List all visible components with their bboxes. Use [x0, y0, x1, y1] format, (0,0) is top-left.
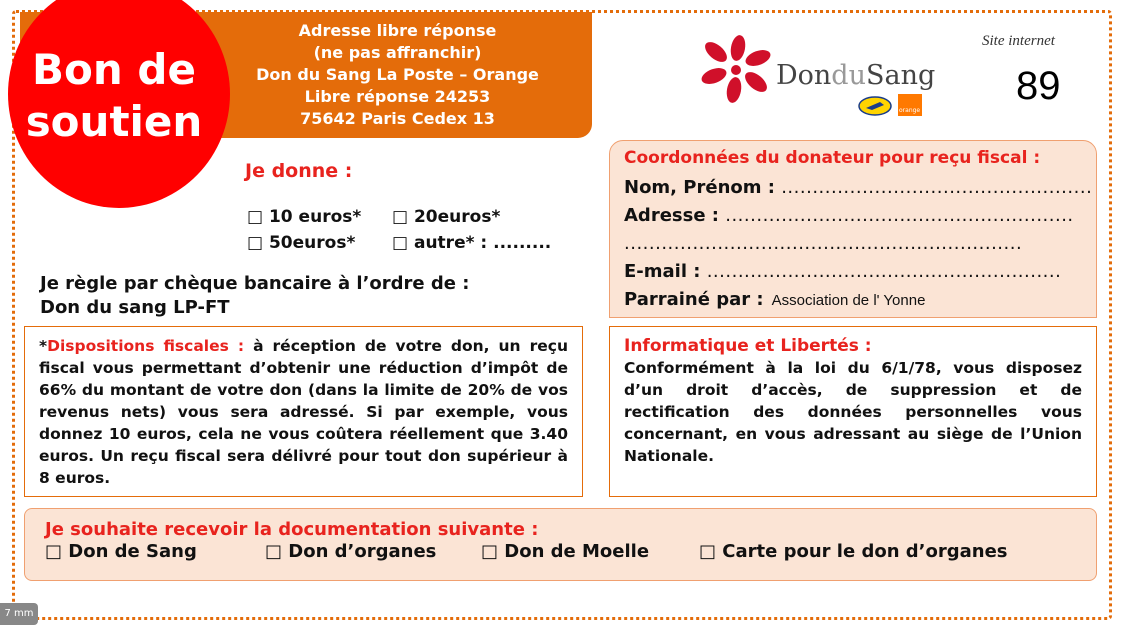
email-field[interactable]	[624, 261, 1061, 282]
zoom-badge: 7 mm	[0, 603, 38, 625]
orange-label: orange	[899, 107, 921, 114]
address-dots-line2: ................................................................	[624, 233, 1023, 254]
brand-du: du	[831, 60, 866, 91]
address-line: Don du Sang La Poste – Orange	[256, 65, 539, 84]
address-label: Adresse :	[624, 205, 720, 226]
name-label: Nom, Prénom :	[624, 177, 775, 198]
referrer-label: Parrainé par :	[624, 289, 764, 310]
doc-option-blood[interactable]: □ Don de Sang	[45, 541, 197, 562]
dondusang-logo	[698, 30, 948, 120]
tax-provisions-panel	[24, 326, 583, 497]
donation-option-10[interactable]: □ 10 euros*	[247, 207, 362, 227]
orange-icon	[898, 94, 922, 116]
site-label: Site internet	[982, 33, 1055, 49]
address-line: Libre réponse 24253	[304, 87, 491, 106]
email-dots: .........................................................	[700, 261, 1062, 282]
address-dots: ........................................................	[719, 205, 1074, 226]
address-line: (ne pas affranchir)	[313, 43, 482, 62]
donation-option-other[interactable]: □ autre* : .........	[392, 233, 552, 253]
site-number: 89	[1016, 64, 1061, 108]
privacy-title: Informatique et Libertés :	[624, 336, 872, 356]
payment-line1: Je règle par chèque bancaire à l’ordre de :	[40, 273, 470, 294]
blood-drop-flower-icon	[698, 30, 778, 110]
form-title-line1: Bon de	[32, 45, 196, 94]
form-title	[8, 44, 220, 148]
donation-option-20[interactable]: □ 20euros*	[392, 207, 501, 227]
tax-text: à réception de votre don, un reçu fiscal vous permettant d’obtenir une réduction d’impôt de 66% du montant de votre don (dans la limite de 20% de vos revenus nets) vous sera adressé. Si par exemple, vous donnez 10 euros, cela ne vous coûtera réellement que 3.40 euros. Un reçu fiscal sera délivré pour tout don supérieur à 8 euros.	[39, 337, 568, 487]
documentation-title: Je souhaite recevoir la documentation suivante :	[45, 519, 539, 540]
brand-don: Don	[776, 60, 832, 91]
form-title-line2: soutien	[25, 97, 203, 146]
donation-option-50[interactable]: □ 50euros*	[247, 233, 356, 253]
address-line: Adresse libre réponse	[298, 21, 497, 40]
payment-instructions	[40, 272, 469, 320]
referrer-field[interactable]	[624, 289, 925, 310]
donor-details-panel	[609, 140, 1097, 318]
privacy-panel	[609, 326, 1097, 497]
privacy-text: Conformément à la loi du 6/1/78, vous disposez d’un droit d’accès, de suppression et de rectification des données personnelles vous concernant, en vous adressant au siège de l’Union Nationale.	[624, 359, 1082, 465]
doc-option-organs[interactable]: □ Don d’organes	[265, 541, 437, 562]
donor-title: Coordonnées du donateur pour reçu fiscal :	[624, 148, 1041, 168]
la-poste-icon	[858, 96, 892, 116]
address-field-line2[interactable]	[624, 233, 1022, 254]
payment-line2: Don du sang LP-FT	[40, 297, 230, 318]
brand-sang: Sang	[865, 60, 936, 91]
donation-heading: Je donne :	[245, 160, 353, 182]
referrer-value: Association de l' Yonne	[771, 292, 926, 309]
email-label: E-mail :	[624, 261, 701, 282]
name-dots: ..................................................	[774, 177, 1093, 198]
address-line: 75642 Paris Cedex 13	[300, 109, 495, 128]
name-field[interactable]	[624, 177, 1092, 198]
documentation-panel	[24, 508, 1097, 581]
address-field[interactable]	[624, 205, 1074, 226]
doc-option-organ-card[interactable]: □ Carte pour le don d’organes	[699, 541, 1008, 562]
brand-name	[776, 60, 935, 91]
reply-address	[200, 20, 595, 130]
tax-title: Dispositions fiscales :	[47, 337, 245, 355]
doc-option-marrow[interactable]: □ Don de Moelle	[481, 541, 650, 562]
tax-star: *	[39, 337, 48, 355]
